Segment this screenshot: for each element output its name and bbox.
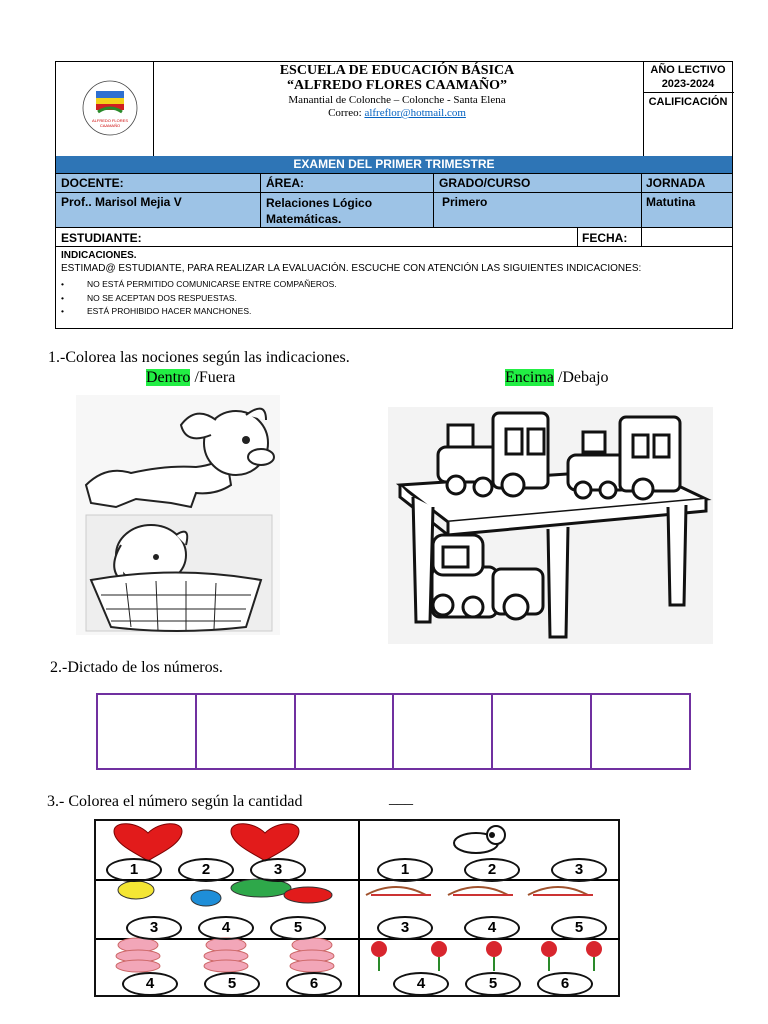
- number-oval[interactable]: 1: [106, 858, 162, 882]
- email-link[interactable]: alfreflor@hotmail.com: [364, 107, 466, 119]
- teacher-name: Prof.. Marisol Mejia V: [61, 195, 182, 209]
- grade-col-label: GRADO/CURSO: [439, 176, 531, 190]
- shift-col-label: JORNADA: [646, 176, 706, 190]
- rule-item: • ESTÁ PROHIBIDO HACER MANCHONES.: [61, 306, 252, 316]
- dictation-box[interactable]: [493, 695, 592, 768]
- student-label: ESTUDIANTE:: [61, 231, 142, 245]
- email-label: Correo:: [328, 107, 365, 119]
- svg-text:CAAMAÑO: CAAMAÑO: [99, 123, 121, 128]
- oval-row-2-right: [377, 916, 607, 940]
- number-oval[interactable]: 4: [393, 972, 449, 996]
- number-oval[interactable]: 5: [551, 916, 607, 940]
- flower-icon: [371, 941, 602, 971]
- date-label: FECHA:: [582, 231, 628, 245]
- dictation-boxes: [96, 693, 691, 770]
- oval-row-3-left: [122, 972, 342, 996]
- oval-row-1-left: [106, 858, 306, 882]
- q1-right-label: Encima /Debajo: [505, 369, 609, 386]
- school-year: [643, 63, 733, 91]
- rule-item: • NO ESTÁ PERMITIDO COMUNICARSE ENTRE COMPAÑEROS.: [61, 279, 337, 289]
- oval-row-1-right: [377, 858, 607, 882]
- number-oval[interactable]: 3: [377, 916, 433, 940]
- year-label: AÑO LECTIVO: [650, 64, 726, 76]
- bow-arrow-icon: [366, 887, 593, 895]
- number-oval[interactable]: 6: [286, 972, 342, 996]
- school-name-line2: “ALFREDO FLORES CAAMAÑO”: [286, 78, 508, 93]
- oval-row-2-left: [126, 916, 326, 940]
- dictation-box[interactable]: [98, 695, 197, 768]
- number-oval[interactable]: 4: [464, 916, 520, 940]
- logo-text: ALFREDO FLORES: [91, 118, 129, 123]
- number-oval[interactable]: 3: [250, 858, 306, 882]
- instructions-title: INDICACIONES.: [61, 250, 137, 261]
- rules-list: [61, 278, 337, 319]
- number-oval[interactable]: 4: [122, 972, 178, 996]
- number-oval[interactable]: 5: [270, 916, 326, 940]
- school-email-row: [153, 107, 641, 120]
- school-name-line1: ESCUELA DE EDUCACIÓN BÁSICA: [279, 63, 515, 78]
- q1-left-label: Dentro /Fuera: [146, 369, 236, 386]
- number-oval[interactable]: 5: [465, 972, 521, 996]
- bear-icon: [116, 938, 334, 972]
- trains-table-illustration[interactable]: [388, 407, 713, 644]
- number-oval[interactable]: 2: [178, 858, 234, 882]
- q3-blank: ___: [389, 790, 413, 807]
- dictation-box[interactable]: [197, 695, 296, 768]
- q2-title: 2.-Dictado de los números.: [50, 659, 223, 676]
- dictation-box[interactable]: [394, 695, 493, 768]
- instructions: [61, 249, 729, 275]
- q1-title: 1.-Colorea las nociones según las indicaciones.: [48, 349, 350, 366]
- shift-value: Matutina: [646, 195, 696, 209]
- area-value: Relaciones Lógico Matemáticas.: [266, 196, 373, 226]
- school-logo: [78, 78, 142, 138]
- exam-title: EXAMEN DEL PRIMER TRIMESTRE: [56, 156, 732, 173]
- number-oval[interactable]: 6: [537, 972, 593, 996]
- dog-icon: [454, 826, 505, 853]
- number-oval[interactable]: 1: [377, 858, 433, 882]
- balloon-icon: [118, 879, 332, 906]
- instructions-intro: ESTIMAD@ ESTUDIANTE, PARA REALIZAR LA EVALUACIÓN. ESCUCHE CON ATENCIÓN LAS SIGUIENTES INDICACIONES:: [61, 263, 642, 274]
- teacher-col-label: DOCENTE:: [61, 176, 124, 190]
- number-oval[interactable]: 5: [204, 972, 260, 996]
- grade-label: CALIFICACIÓN: [648, 96, 728, 108]
- dictation-box[interactable]: [296, 695, 395, 768]
- heart-icon: [114, 824, 299, 861]
- number-oval[interactable]: 3: [126, 916, 182, 940]
- student-name-field[interactable]: [140, 229, 572, 245]
- date-field[interactable]: [643, 229, 731, 245]
- number-oval[interactable]: 4: [198, 916, 254, 940]
- dictation-box[interactable]: [592, 695, 689, 768]
- area-col-label: ÁREA:: [266, 176, 304, 190]
- number-oval[interactable]: 3: [551, 858, 607, 882]
- number-oval[interactable]: 2: [464, 858, 520, 882]
- q3-title: 3.- Colorea el número según la cantidad: [47, 793, 303, 810]
- grade-value: Primero: [442, 195, 488, 209]
- year-value: 2023-2024: [661, 78, 715, 90]
- oval-row-3-right: [393, 972, 593, 996]
- rule-item: • NO SE ACEPTAN DOS RESPUESTAS.: [61, 292, 237, 303]
- dogs-illustration[interactable]: [76, 395, 280, 635]
- school-info: [153, 63, 641, 120]
- q1-right-highlight: Encima: [505, 369, 554, 386]
- counting-pictures: [96, 821, 618, 995]
- school-address: Manantial de Colonche – Colonche - Santa Elena: [288, 94, 506, 106]
- q1-left-highlight: Dentro: [146, 369, 191, 386]
